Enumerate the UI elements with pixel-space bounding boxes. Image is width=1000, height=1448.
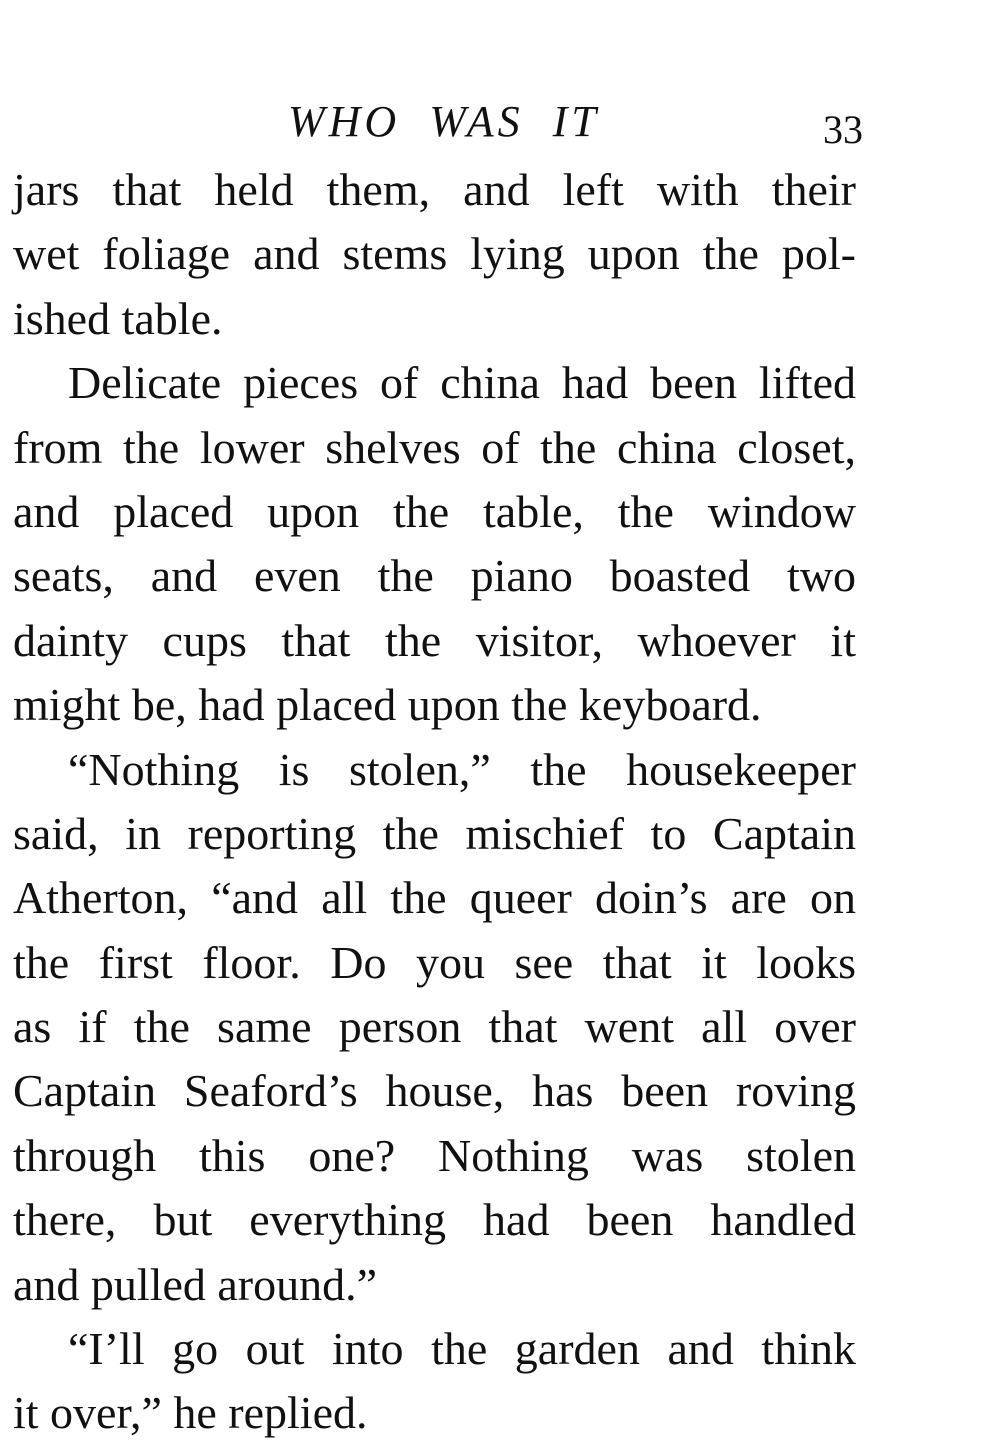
paragraph <box>13 1317 856 1446</box>
text-line: said, in reporting the mischief to Captain <box>13 807 856 859</box>
running-header <box>0 92 1000 152</box>
text-line: the first floor. Do you see that it looks <box>13 936 856 988</box>
paragraph <box>13 158 856 351</box>
text-line: ished table. <box>13 292 223 344</box>
text-line: might be, had placed upon the keyboard. <box>13 679 762 731</box>
text-line: there, but everything had been handled <box>13 1194 856 1246</box>
text-line: Atherton, “and all the queer doin’s are on <box>13 872 856 924</box>
running-title: WHO WAS IT <box>288 97 600 146</box>
text-line: seats, and even the piano boasted two <box>13 550 856 602</box>
text-line: as if the same person that went all over <box>13 1001 856 1053</box>
text-line: wet foliage and stems lying upon the pol- <box>13 228 856 280</box>
text-line: it over,” he replied. <box>13 1387 368 1439</box>
text-line: “I’ll go out into the garden and think <box>68 1323 856 1375</box>
text-line: through this one? Nothing was stolen <box>13 1129 856 1181</box>
text-line: dainty cups that the visitor, whoever it <box>13 614 856 666</box>
text-line: “Nothing is stolen,” the housekeeper <box>68 743 856 795</box>
paragraph <box>13 738 856 1318</box>
text-line: from the lower shelves of the china closet, <box>13 421 856 473</box>
paragraph <box>13 351 856 737</box>
page-number: 33 <box>823 107 863 152</box>
text-line: jars that held them, and left with their <box>13 164 856 215</box>
text-line: Delicate pieces of china had been lifted <box>68 357 856 409</box>
text-line: and placed upon the table, the window <box>13 485 856 537</box>
text-line: and pulled around.” <box>13 1258 378 1310</box>
body-text <box>13 158 856 1446</box>
text-line: Captain Seaford’s house, has been roving <box>13 1065 856 1117</box>
